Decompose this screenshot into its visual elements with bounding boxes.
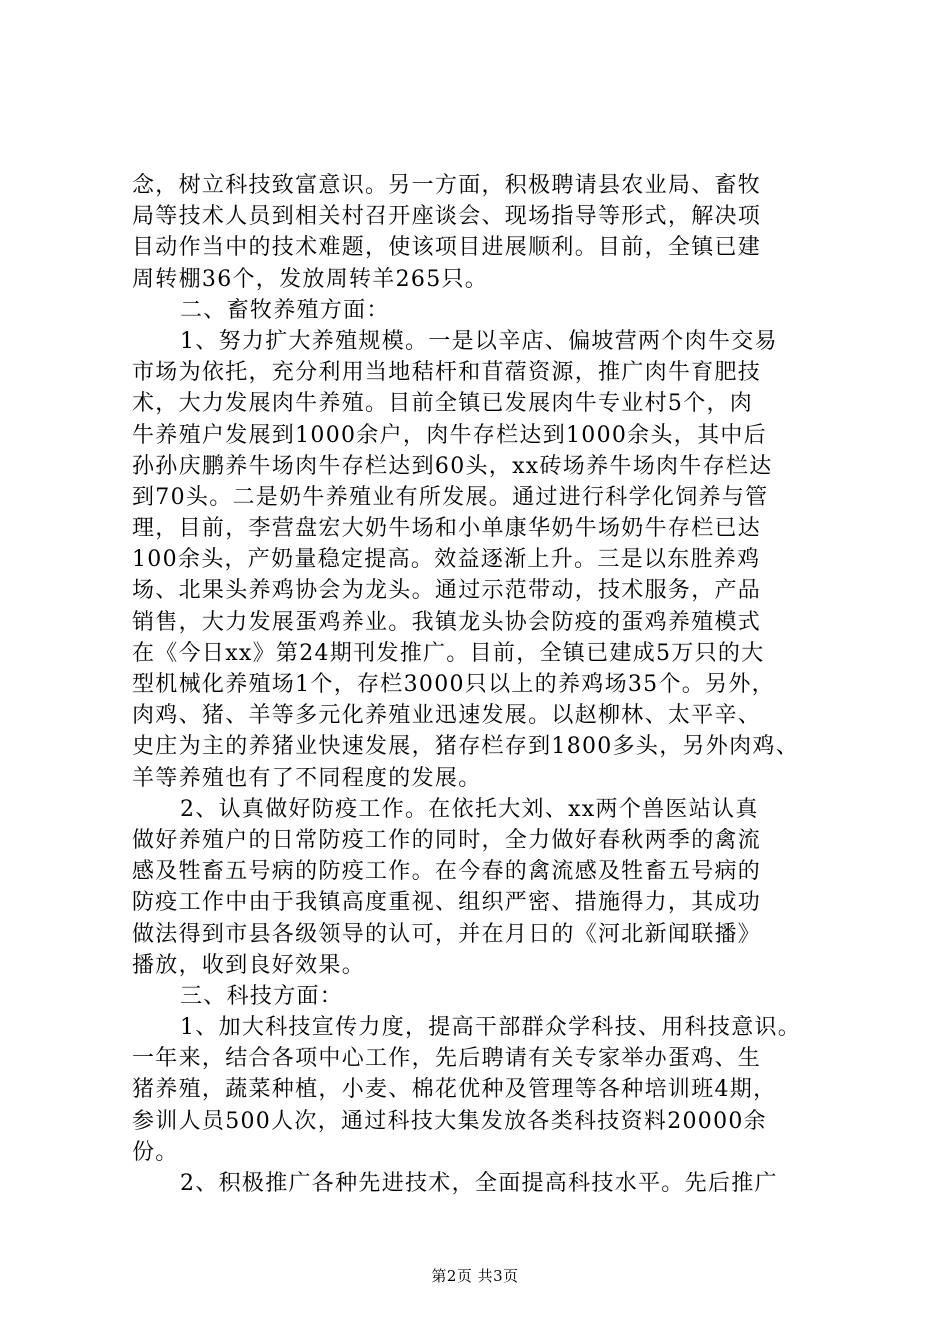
text-line: 二、畜牧养殖方面： — [180, 297, 390, 323]
text-line: 牛养殖户发展到1000余户，肉牛存栏达到1000余头，其中后 — [132, 422, 767, 448]
text-line: 1、加大科技宣传力度，提高干部群众学科技、用科技意识。 — [180, 1015, 802, 1041]
text-line: 播放，收到良好效果。 — [132, 952, 366, 978]
text-line: 周转棚36个，发放周转羊265只。 — [132, 266, 489, 292]
text-line: 2、认真做好防疫工作。在依托大刘、xx两个兽医站认真 — [180, 796, 759, 822]
text-line: 肉鸡、猪、羊等多元化养殖业迅速发展。以赵柳林、太平辛、 — [132, 703, 762, 729]
text-line: 猪养殖，蔬菜种植，小麦、棉花优种及管理等各种培训班4期， — [132, 1077, 777, 1103]
text-line: 目动作当中的技术难题，使该项目进展顺利。目前，全镇已建 — [132, 235, 762, 261]
text-line: 三、科技方面： — [180, 983, 344, 1009]
text-line: 销售，大力发展蛋鸡养业。我镇龙头协会防疫的蛋鸡养殖模式 — [132, 609, 762, 635]
text-line: 1、努力扩大养殖规模。一是以辛店、偏坡营两个肉牛交易 — [180, 328, 778, 354]
text-line: 到70头。二是奶牛养殖业有所发展。通过进行科学化饲养与管 — [132, 484, 769, 510]
text-line: 做法得到市县各级领导的认可，并在月日的《河北新闻联播》 — [132, 921, 762, 947]
text-line: 史庄为主的养猪业快速发展，猪存栏存到1800多头，另外肉鸡、 — [132, 734, 799, 760]
text-line: 份。 — [132, 1139, 179, 1165]
text-line: 型机械化养殖场1个，存栏3000只以上的养鸡场35个。另外， — [132, 672, 775, 697]
page-footer: 第2页 共3页 — [431, 1267, 519, 1285]
text-line: 场、北果头养鸡协会为龙头。通过示范带动，技术服务，产品 — [132, 578, 762, 604]
text-line: 羊等养殖也有了不同程度的发展。 — [132, 765, 482, 791]
text-line: 念，树立科技致富意识。另一方面，积极聘请县农业局、畜牧 — [132, 173, 762, 198]
text-line: 做好养殖户的日常防疫工作的同时，全力做好春秋两季的禽流 — [132, 827, 762, 853]
text-line: 100余头，产奶量稳定提高。效益逐渐上升。三是以东胜养鸡 — [132, 547, 761, 573]
text-line: 参训人员500人次，通过科技大集发放各类科技资料20000余 — [132, 1108, 767, 1134]
text-line: 在《今日xx》第24期刊发推广。目前，全镇已建成5万只的大 — [132, 640, 765, 666]
text-line: 2、积极推广各种先进技术，全面提高科技水平。先后推广 — [180, 1171, 778, 1196]
text-line: 局等技术人员到相关村召开座谈会、现场指导等形式，解决项 — [132, 204, 762, 230]
text-line: 孙孙庆鹏养牛场肉牛存栏达到60头，xx砖场养牛场肉牛存栏达 — [132, 453, 773, 479]
document-body — [132, 170, 832, 1199]
text-line: 感及牲畜五号病的防疫工作。在今春的禽流感及牲畜五号病的 — [132, 859, 762, 885]
text-line: 一年来，结合各项中心工作，先后聘请有关专家举办蛋鸡、生 — [132, 1046, 762, 1072]
text-line: 理，目前，李营盘宏大奶牛场和小单康华奶牛场奶牛存栏已达 — [132, 516, 762, 542]
text-line: 防疫工作中由于我镇高度重视、组织严密、措施得力，其成功 — [132, 890, 762, 916]
text-line: 术，大力发展肉牛养殖。目前全镇已发展肉牛专业村5个，肉 — [132, 391, 754, 417]
text-line: 市场为依托，充分利用当地秸杆和苜蓿资源，推广肉牛育肥技 — [132, 360, 762, 386]
